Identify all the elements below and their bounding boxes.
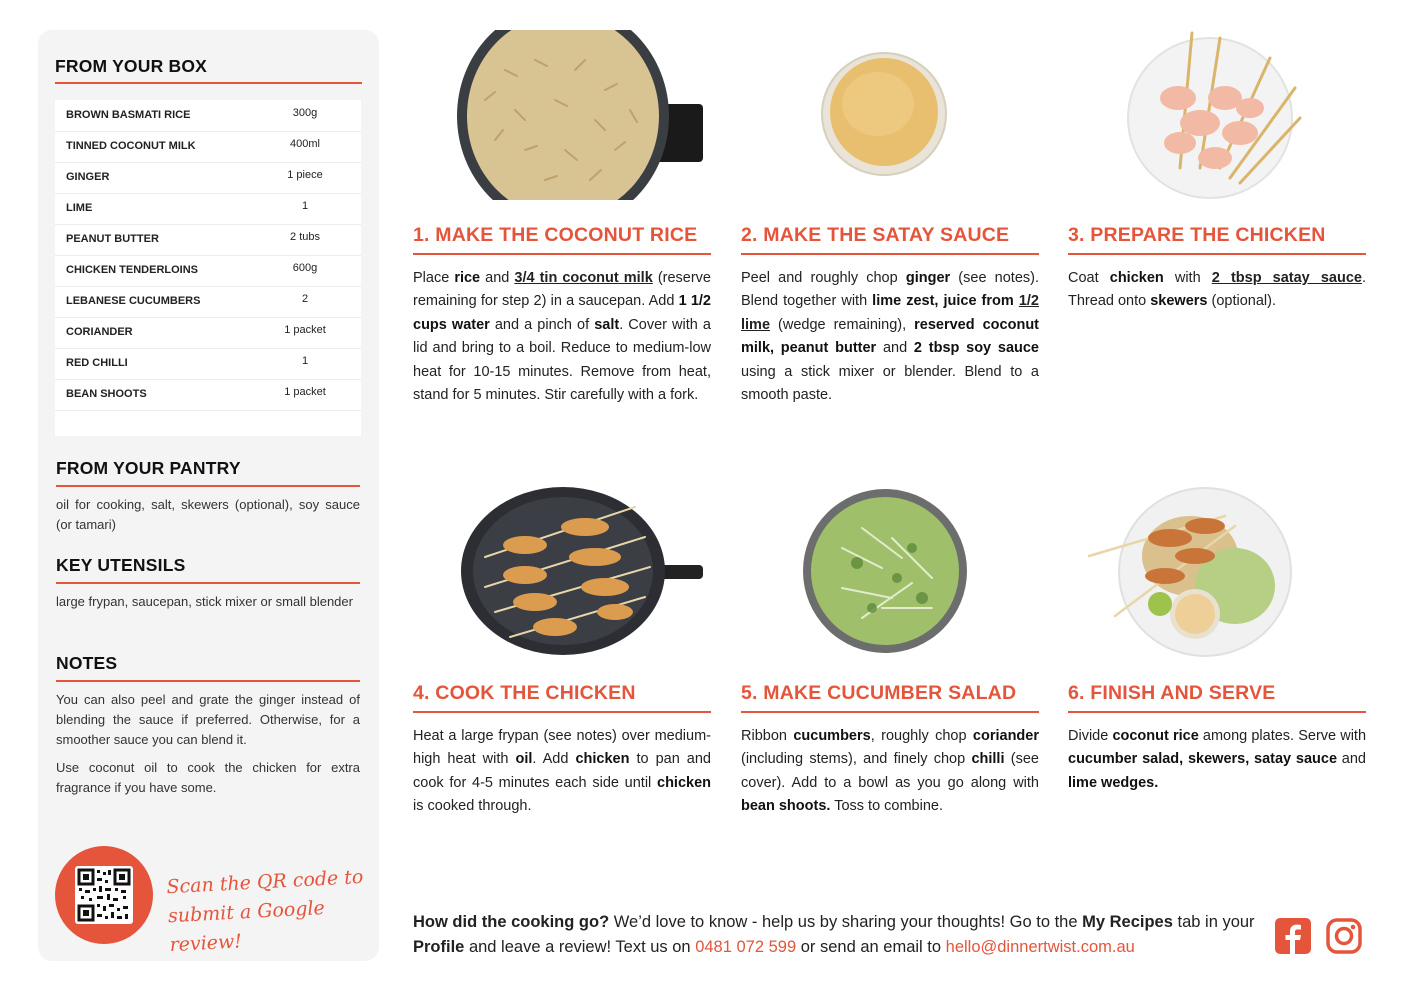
divider bbox=[56, 582, 360, 584]
ingredient-name: LIME bbox=[66, 202, 93, 214]
utensils-text: large frypan, saucepan, stick mixer or small blender bbox=[56, 594, 353, 609]
step-3 bbox=[1068, 224, 1366, 314]
contact-link[interactable]: hello@dinnertwist.com.au bbox=[945, 938, 1135, 956]
bold-text: chicken bbox=[657, 774, 711, 791]
text-run: using a stick mixer or blender. Blend to a smooth paste. bbox=[741, 363, 1039, 404]
text-run: and a pinch of bbox=[489, 316, 595, 333]
qr-caption-line: submit a Google review! bbox=[167, 897, 326, 957]
bold-text: oil bbox=[515, 751, 533, 768]
text-run: , roughly chop bbox=[870, 728, 973, 744]
qr-code-icon[interactable] bbox=[75, 866, 133, 924]
ingredients-table bbox=[55, 100, 361, 436]
ingredient-name: CHICKEN TENDERLOINS bbox=[66, 264, 199, 276]
bold-text: 1 1/2 cups water bbox=[413, 293, 711, 333]
step-instructions bbox=[741, 267, 1039, 407]
qr-caption-line: Scan the QR code to bbox=[166, 865, 364, 899]
ingredient-row bbox=[55, 317, 361, 349]
text-run: (wedge remaining), bbox=[770, 316, 915, 333]
step-4 bbox=[413, 682, 711, 819]
ingredient-row bbox=[55, 131, 361, 163]
text-run: Toss to combine. bbox=[830, 798, 944, 815]
step-instructions bbox=[413, 725, 711, 819]
step-title: 6. FINISH AND SERVE bbox=[1068, 682, 1276, 704]
step-5 bbox=[741, 682, 1039, 819]
instagram-icon[interactable] bbox=[1326, 918, 1362, 954]
from-your-box-title: FROM YOUR BOX bbox=[55, 56, 208, 76]
bold-text: reserved coconut milk, peanut butter bbox=[741, 316, 1039, 357]
underlined-text: 2 tbsp satay sauce bbox=[1211, 270, 1362, 286]
text-run: (reserve remaining for step 2) in a saucepan. Add bbox=[413, 270, 711, 310]
pantry-section bbox=[56, 458, 360, 535]
text-run: (optional). bbox=[1207, 293, 1276, 310]
divider bbox=[413, 253, 711, 255]
text-run: Place bbox=[413, 270, 455, 286]
step-instructions bbox=[741, 725, 1039, 819]
step-instructions bbox=[1068, 267, 1366, 314]
chicken-skewers-plate-image bbox=[1120, 28, 1310, 200]
ingredient-quantity: 1 packet bbox=[284, 324, 326, 336]
coconut-rice-pot-image bbox=[455, 30, 703, 200]
underlined-text: 1/2 lime bbox=[741, 293, 1039, 333]
bold-text: How did the cooking go? bbox=[413, 913, 610, 931]
text-run: with bbox=[1163, 270, 1212, 286]
ingredient-row bbox=[55, 348, 361, 380]
bold-text: salt bbox=[594, 316, 620, 333]
ingredient-row bbox=[55, 100, 361, 132]
text-run: and bbox=[480, 270, 515, 286]
text-run: We’d love to know - help us by sharing your thoughts! Go to the bbox=[609, 913, 1083, 931]
ingredient-name: LEBANESE CUCUMBERS bbox=[66, 295, 201, 307]
bold-text: skewers bbox=[1150, 293, 1208, 310]
bold-text: chicken bbox=[575, 751, 630, 768]
bold-text: My Recipes bbox=[1082, 913, 1173, 931]
ingredient-row bbox=[55, 224, 361, 256]
notes-paragraph: Use coconut oil to cook the chicken for extra fragrance if you have some. bbox=[56, 760, 360, 795]
text-run: or send an email to bbox=[796, 938, 946, 956]
review-footer bbox=[413, 910, 1263, 960]
bold-text: bean shoots. bbox=[741, 798, 831, 815]
ingredient-name: GINGER bbox=[66, 171, 110, 183]
ingredient-name: TINNED COCONUT MILK bbox=[66, 140, 196, 152]
step-instructions bbox=[413, 267, 711, 407]
text-run: Coat bbox=[1068, 270, 1110, 286]
text-run: Peel and roughly chop bbox=[741, 270, 906, 286]
step-2 bbox=[741, 224, 1039, 407]
bold-text: chilli bbox=[971, 751, 1005, 768]
bold-text: Profile bbox=[413, 938, 465, 956]
bold-text: chicken bbox=[1109, 270, 1164, 286]
cucumber-salad-bowl-image bbox=[802, 488, 968, 654]
step-6 bbox=[1068, 682, 1366, 795]
text-run: among plates. Serve with bbox=[1198, 728, 1367, 744]
sidebar bbox=[38, 30, 379, 961]
divider bbox=[1068, 253, 1366, 255]
bold-text: 2 tbsp soy sauce bbox=[913, 340, 1039, 357]
ingredient-quantity: 2 bbox=[301, 293, 309, 305]
text-run: Divide bbox=[1068, 728, 1113, 744]
underlined-text: 3/4 tin coconut milk bbox=[514, 270, 653, 286]
text-run: and leave a review! Text us on bbox=[464, 938, 696, 956]
ingredient-row bbox=[55, 255, 361, 287]
bold-text: cucumbers bbox=[793, 728, 871, 744]
utensils-section bbox=[56, 555, 360, 612]
ingredient-quantity: 1 bbox=[301, 355, 309, 367]
text-run: is cooked through. bbox=[413, 798, 532, 815]
satay-sauce-bowl-image bbox=[820, 52, 948, 176]
text-run: Heat a large frypan (see notes) over medium-high heat with bbox=[413, 728, 711, 768]
text-run: . Thread onto bbox=[1068, 270, 1366, 310]
notes-title: NOTES bbox=[56, 653, 118, 673]
ingredient-quantity: 2 tubs bbox=[290, 231, 320, 243]
notes-paragraph: You can also peel and grate the ginger instead of blending the sauce if preferred. Otherwise, for a smoother sauce you can blend it. bbox=[56, 692, 360, 747]
text-run: to pan and cook for 4-5 minutes each side until bbox=[413, 751, 711, 791]
divider bbox=[55, 82, 362, 84]
text-run: Ribbon bbox=[741, 728, 794, 744]
bold-text: coconut rice bbox=[1112, 728, 1199, 744]
text-run: (including stems), and finely chop bbox=[741, 751, 972, 768]
ingredient-row bbox=[55, 286, 361, 318]
text-run: tab in your bbox=[1172, 913, 1255, 931]
step-title: 1. MAKE THE COCONUT RICE bbox=[413, 224, 698, 246]
bold-text: ginger bbox=[905, 270, 951, 286]
ingredient-row bbox=[55, 193, 361, 225]
text-run: and bbox=[1337, 751, 1366, 768]
qr-badge bbox=[55, 846, 153, 944]
ingredient-quantity: 1 piece bbox=[287, 169, 323, 181]
ingredient-quantity: 300g bbox=[292, 107, 318, 119]
step-instructions bbox=[1068, 725, 1366, 795]
divider bbox=[741, 711, 1039, 713]
step-title: 5. MAKE CUCUMBER SALAD bbox=[741, 682, 1017, 704]
pantry-title: FROM YOUR PANTRY bbox=[56, 458, 241, 478]
ingredient-quantity: 600g bbox=[292, 262, 318, 274]
ingredient-name: BROWN BASMATI RICE bbox=[66, 109, 191, 121]
bold-text: cucumber salad, skewers, satay sauce bbox=[1068, 751, 1338, 768]
contact-link[interactable]: 0481 072 599 bbox=[695, 938, 797, 956]
text-run: . Cover with a lid and bring to a boil. Reduce to medium-low heat for 10-15 minutes. Remove from heat, stand for 5 minutes. Stir carefully with a fork. bbox=[413, 316, 711, 404]
ingredient-name: CORIANDER bbox=[66, 326, 133, 338]
divider bbox=[413, 711, 711, 713]
ingredient-row bbox=[55, 162, 361, 194]
text-run: . Add bbox=[532, 751, 576, 768]
ingredient-quantity: 1 packet bbox=[284, 386, 326, 398]
ingredient-row bbox=[55, 379, 361, 411]
step-title: 4. COOK THE CHICKEN bbox=[413, 682, 636, 704]
ingredient-quantity: 400ml bbox=[290, 138, 320, 150]
notes-section bbox=[56, 653, 360, 798]
bold-text: lime zest, juice from bbox=[872, 293, 1019, 310]
step-title: 2. MAKE THE SATAY SAUCE bbox=[741, 224, 1010, 246]
text-run: (see notes). Blend together with bbox=[741, 270, 1040, 310]
bold-text: lime wedges. bbox=[1068, 774, 1159, 791]
step-1 bbox=[413, 224, 711, 407]
bold-text: coriander bbox=[972, 728, 1039, 744]
step-title: 3. PREPARE THE CHICKEN bbox=[1068, 224, 1326, 246]
ingredient-name: RED CHILLI bbox=[66, 357, 128, 369]
qr-caption bbox=[166, 863, 370, 960]
divider bbox=[56, 680, 360, 682]
ingredient-quantity: 1 bbox=[301, 200, 309, 212]
from-your-box-header bbox=[55, 56, 362, 84]
divider bbox=[741, 253, 1039, 255]
ingredient-name: PEANUT BUTTER bbox=[66, 233, 159, 245]
served-plate-image bbox=[1085, 486, 1300, 658]
pantry-text: oil for cooking, salt, skewers (optional), soy sauce (or tamari) bbox=[56, 497, 360, 532]
divider bbox=[1068, 711, 1366, 713]
text-run: and bbox=[876, 340, 914, 357]
facebook-icon[interactable] bbox=[1275, 918, 1311, 954]
divider bbox=[56, 485, 360, 487]
utensils-title: KEY UTENSILS bbox=[56, 555, 186, 575]
bold-text: rice bbox=[454, 270, 481, 286]
text-run: (see cover). Add to a bowl as you go along with bbox=[741, 751, 1039, 791]
ingredient-name: BEAN SHOOTS bbox=[66, 388, 147, 400]
frypan-chicken-image bbox=[455, 487, 703, 657]
